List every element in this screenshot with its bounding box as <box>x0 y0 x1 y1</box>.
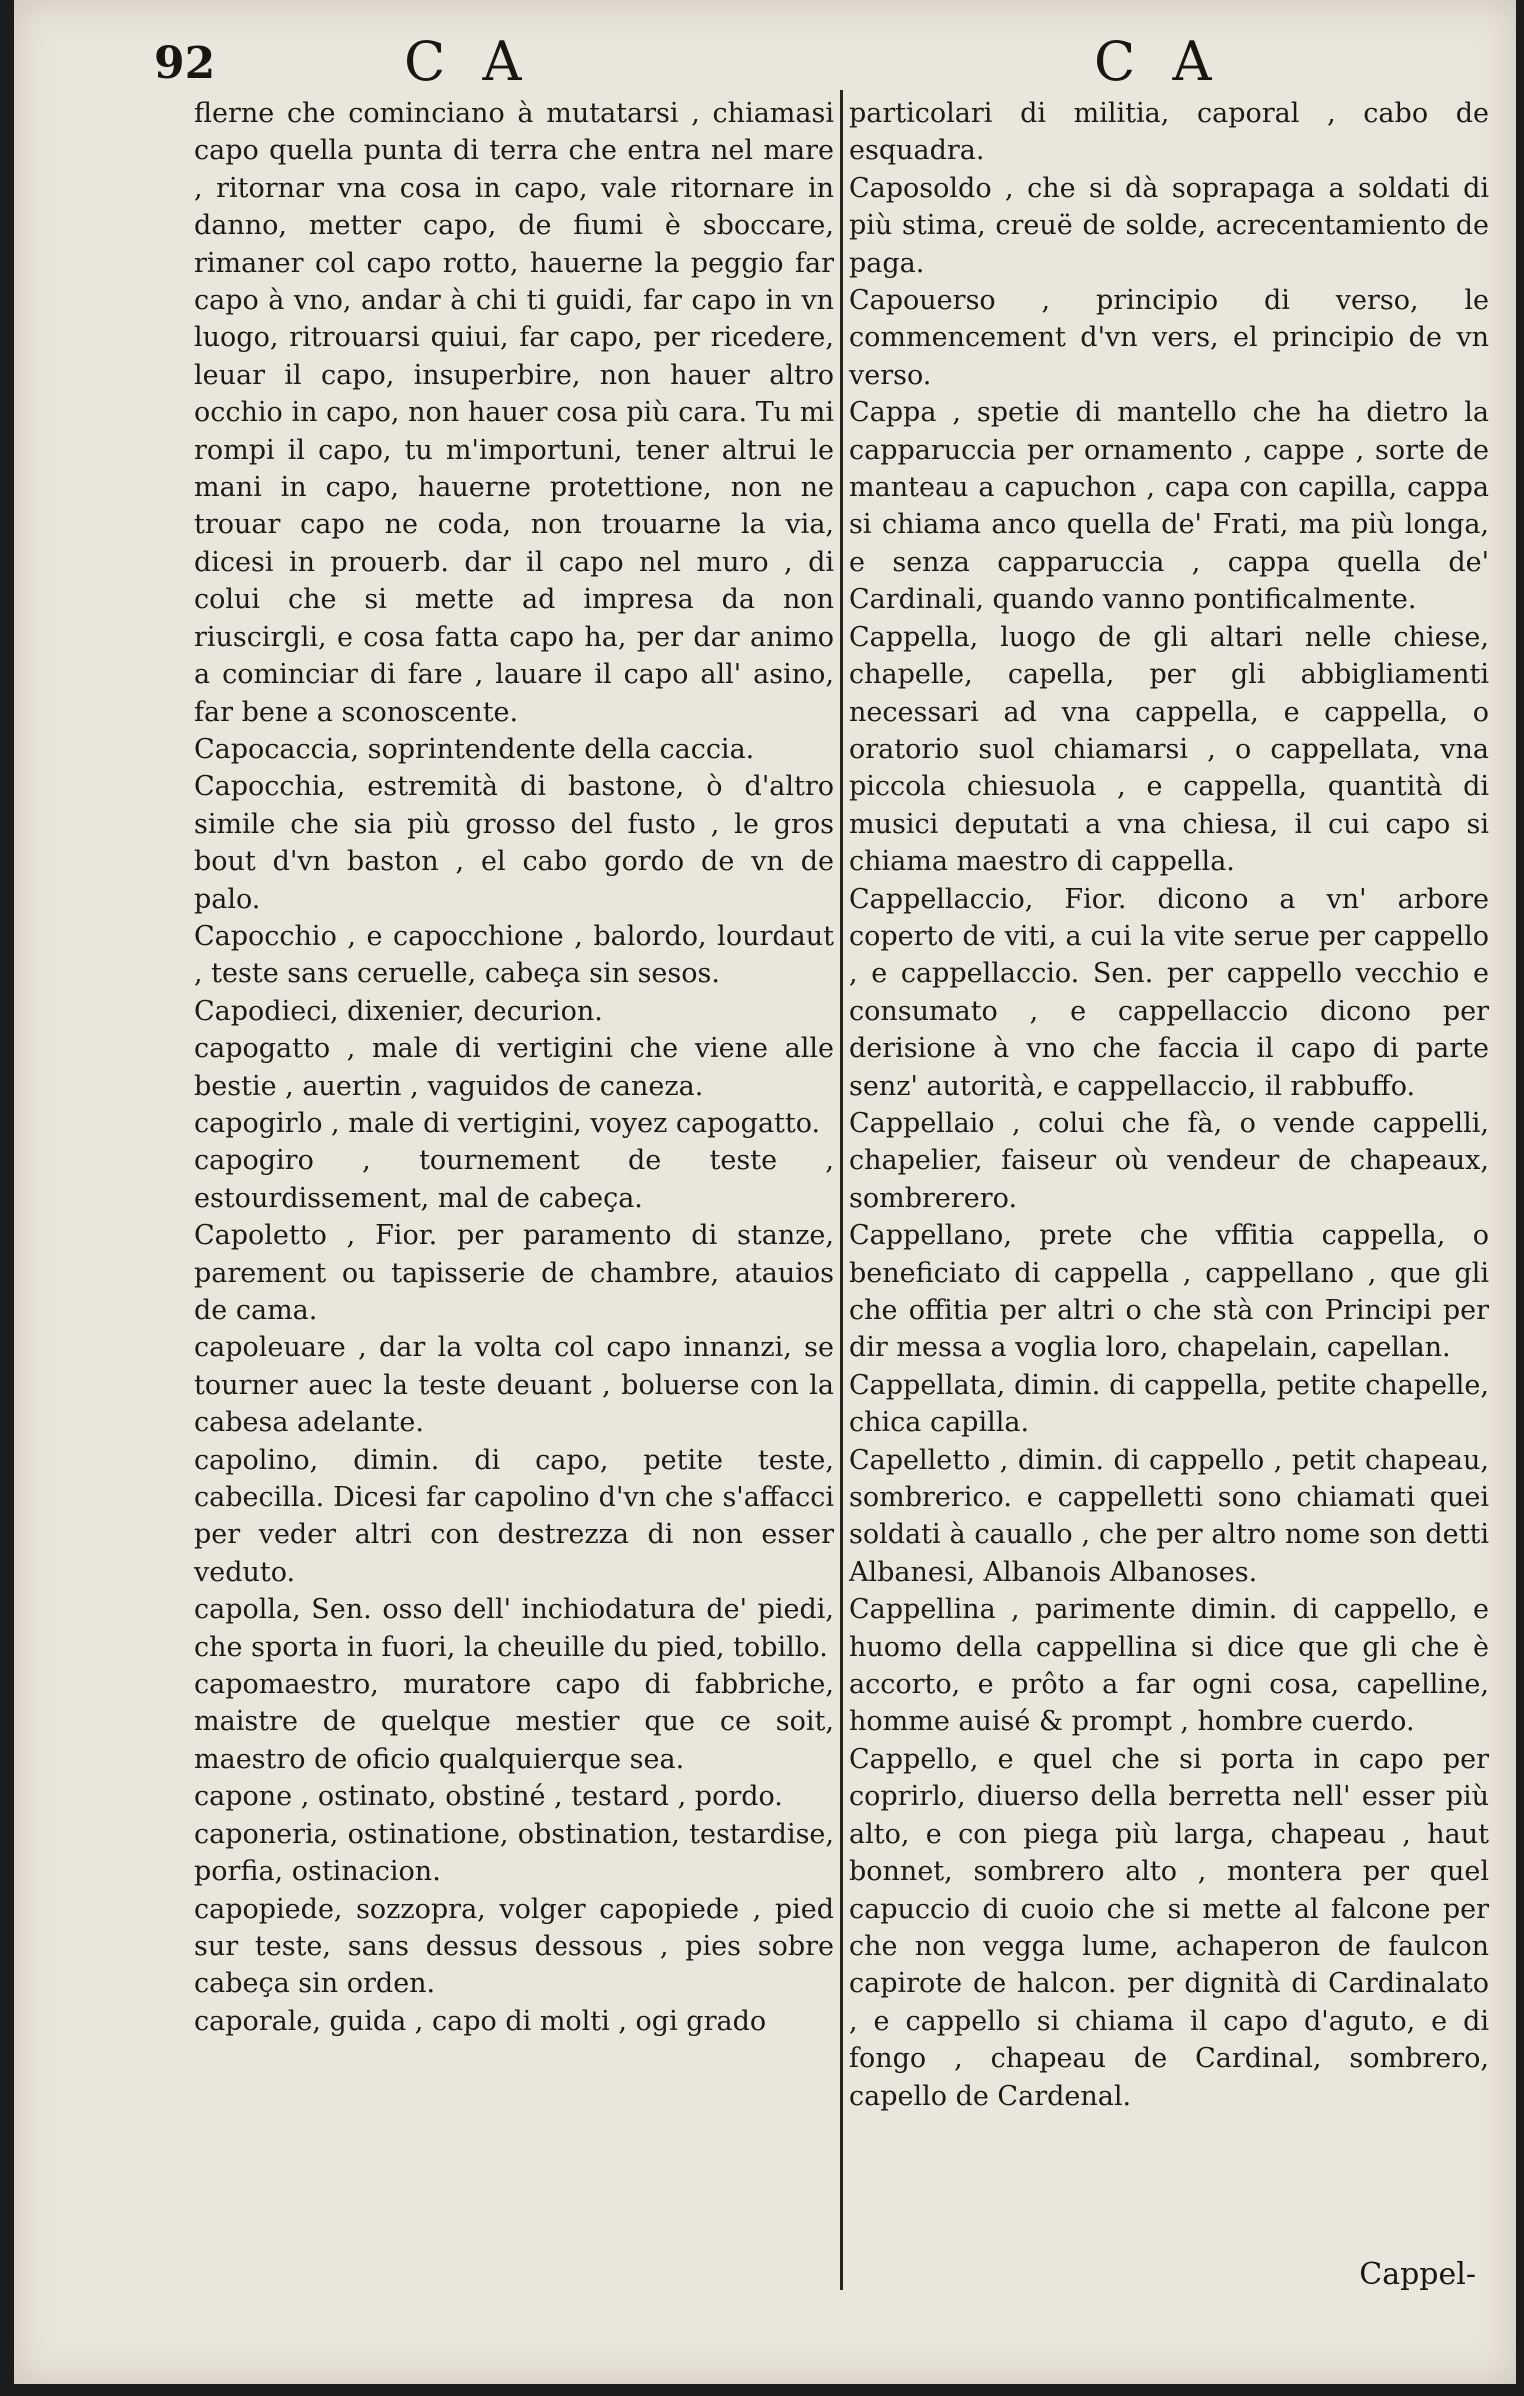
entry: Cappello, e quel che si porta in capo per coprirlo, diuerso della berretta nell' esser più alto, e con piega più larga, chapeau , haut bonnet, sombrero alto , montera per quel capuccio di cuoio che si mette al falcone per che non vegga lume, achaperon de faulcon capirote de halcon. per dignità di Cardinalato , e cappello si chiama il capo d'aguto, e di fongo , chapeau de Cardinal, sombrero, capello de Cardenal. <box>849 1743 1489 2112</box>
entry: capolla, Sen. osso dell' inchiodatura de' piedi, che sporta in fuori, la cheuille du pied, tobillo. <box>194 1594 834 1663</box>
entry: capopiede, sozzopra, volger capopiede , pied sur teste, sans dessus dessous , pies sobre cabeça sin orden. <box>194 1893 834 2000</box>
entry: Capocchia, estremità di bastone, ò d'altro simile che sia più grosso del fusto , le gros bout d'vn baston , el cabo gordo de vn de palo. <box>194 771 834 915</box>
entry: Capouerso , principio di verso, le commencement d'vn vers, el principio de vn verso. <box>849 285 1489 391</box>
entry: Capoletto , Fior. per paramento di stanze, parement ou tapisserie de chambre, atauios de cama. <box>194 1220 834 1326</box>
book-page <box>14 0 1516 2384</box>
column-divider <box>840 90 843 2290</box>
header-letters-left: C A <box>404 30 532 93</box>
page-number: 92 <box>154 38 216 89</box>
catchword: Cappel- <box>1359 2257 1476 2292</box>
entry: Cappellaio , colui che fà, o vende cappelli, chapelier, faiseur où vendeur de chapeaux, sombrerero. <box>849 1107 1489 1214</box>
entry: Cappella, luogo de gli altari nelle chiese, chapelle, capella, per gli abbigliamenti necessari ad vna cappella, e cappella, o oratorio suol chiamarsi , o cappellata, vna piccola chiesuola , e cappella, quantità di musici deputati a vna chiesa, il cui capo si chiama maestro di cappella. <box>849 621 1489 878</box>
entry: capone , ostinato, obstiné , testard , pordo. <box>194 1781 783 1813</box>
right-column <box>849 95 1489 2115</box>
running-header <box>14 30 1516 100</box>
entry: capoleuare , dar la volta col capo innanzi, se tourner auec la teste deuant , boluerse con la cabesa adelante. <box>194 1332 834 1439</box>
entry: capogirlo , male di vertigini, voyez capogatto. <box>194 1107 821 1139</box>
entry: caporale, guida , capo di molti , ogi grado <box>194 2005 767 2037</box>
entry: Capelletto , dimin. di cappello , petit chapeau, sombrerico. e cappelletti sono chiamati quei soldati à cauallo , che per altro nome son detti Albanesi, Albanois Albanoses. <box>849 1444 1489 1588</box>
entry: capogiro , tournement de teste , estourdissement, mal de cabeça. <box>194 1145 834 1214</box>
entry: Cappa , spetie di mantello che ha dietro la capparuccia per ornamento , cappe , sorte de manteau a capuchon , capa con capilla, cappa si chiama anco quella de' Frati, ma più longa, e senza capparuccia , cappa quella de' Cardinali, quando vanno pontificalmente. <box>849 397 1489 616</box>
entry: Capocaccia, soprintendente della caccia. <box>194 733 755 765</box>
entry: capolino, dimin. di capo, petite teste, cabecilla. Dicesi far capolino d'vn che s'affacci per veder altri con destrezza di non esser veduto. <box>194 1444 834 1588</box>
entry: caponeria, ostinatione, obstination, testardise, porfia, ostinacion. <box>194 1818 834 1888</box>
entry: Cappellano, prete che vffitia cappella, o beneficiato di cappella , cappellano , que gli che offitia per altri o che stà con Principi per dir messa a voglia loro, chapelain, capellan. <box>849 1220 1489 1364</box>
header-letters-right: C A <box>1094 30 1222 93</box>
entry: capogatto , male di vertigini che viene alle bestie , auertin , vaguidos de caneza. <box>194 1033 834 1102</box>
entry: Cappellina , parimente dimin. di cappello, e huomo della cappellina si dice que gli che è accorto, e prôto a far ogni cosa, capelline, homme auisé & prompt , hombre cuerdo. <box>849 1594 1489 1738</box>
entry: Capocchio , e capocchione , balordo, lourdaut , teste sans ceruelle, cabeça sin sesos. <box>194 920 834 990</box>
entry: Caposoldo , che si dà soprapaga a soldati di più stima, creuë de solde, acrecentamiento de paga. <box>849 172 1489 279</box>
left-column <box>194 95 834 2040</box>
entry: particolari di militia, caporal , cabo de esquadra. <box>849 98 1489 167</box>
entry: Capodieci, dixenier, decurion. <box>194 995 603 1027</box>
entry: Cappellaccio, Fior. dicono a vn' arbore coperto de viti, a cui la vite serue per cappello , e cappellaccio. Sen. per cappello vecchio e consumato , e cappellaccio dicono per derisione à vno che faccia il capo di parte senz' autorità, e cappellaccio, il rabbuffo. <box>849 883 1489 1102</box>
entry: Cappellata, dimin. di cappella, petite chapelle, chica capilla. <box>849 1369 1489 1439</box>
entry: capomaestro, muratore capo di fabbriche, maistre de quelque mestier que ce soit, maestro de oficio qualquierque sea. <box>194 1669 834 1775</box>
entry: flerne che cominciano à mutatarsi , chiamasi capo quella punta di terra che entra nel mare , ritornar vna cosa in capo, vale ritornare in danno, metter capo, de fiumi è sboccare, rimaner col capo rotto, hauerne la peggio far capo à vno, andar à chi ti guidi, far capo in vn luogo, ritrouarsi quiui, far capo, per ricedere, leuar il capo, insuperbire, non hauer altro occhio in capo, non hauer cosa più cara. Tu mi rompi il capo, tu m'importuni, tener altrui le mani in capo, hauerne protettione, non ne trouar capo ne coda, non trouarne la via, dicesi in prouerb. dar il capo nel muro , di colui che si mette ad impresa da non riuscirgli, e cosa fatta capo ha, per dar animo a cominciar di fare , lauare il capo all' asino, far bene a sconoscente. <box>194 98 834 728</box>
